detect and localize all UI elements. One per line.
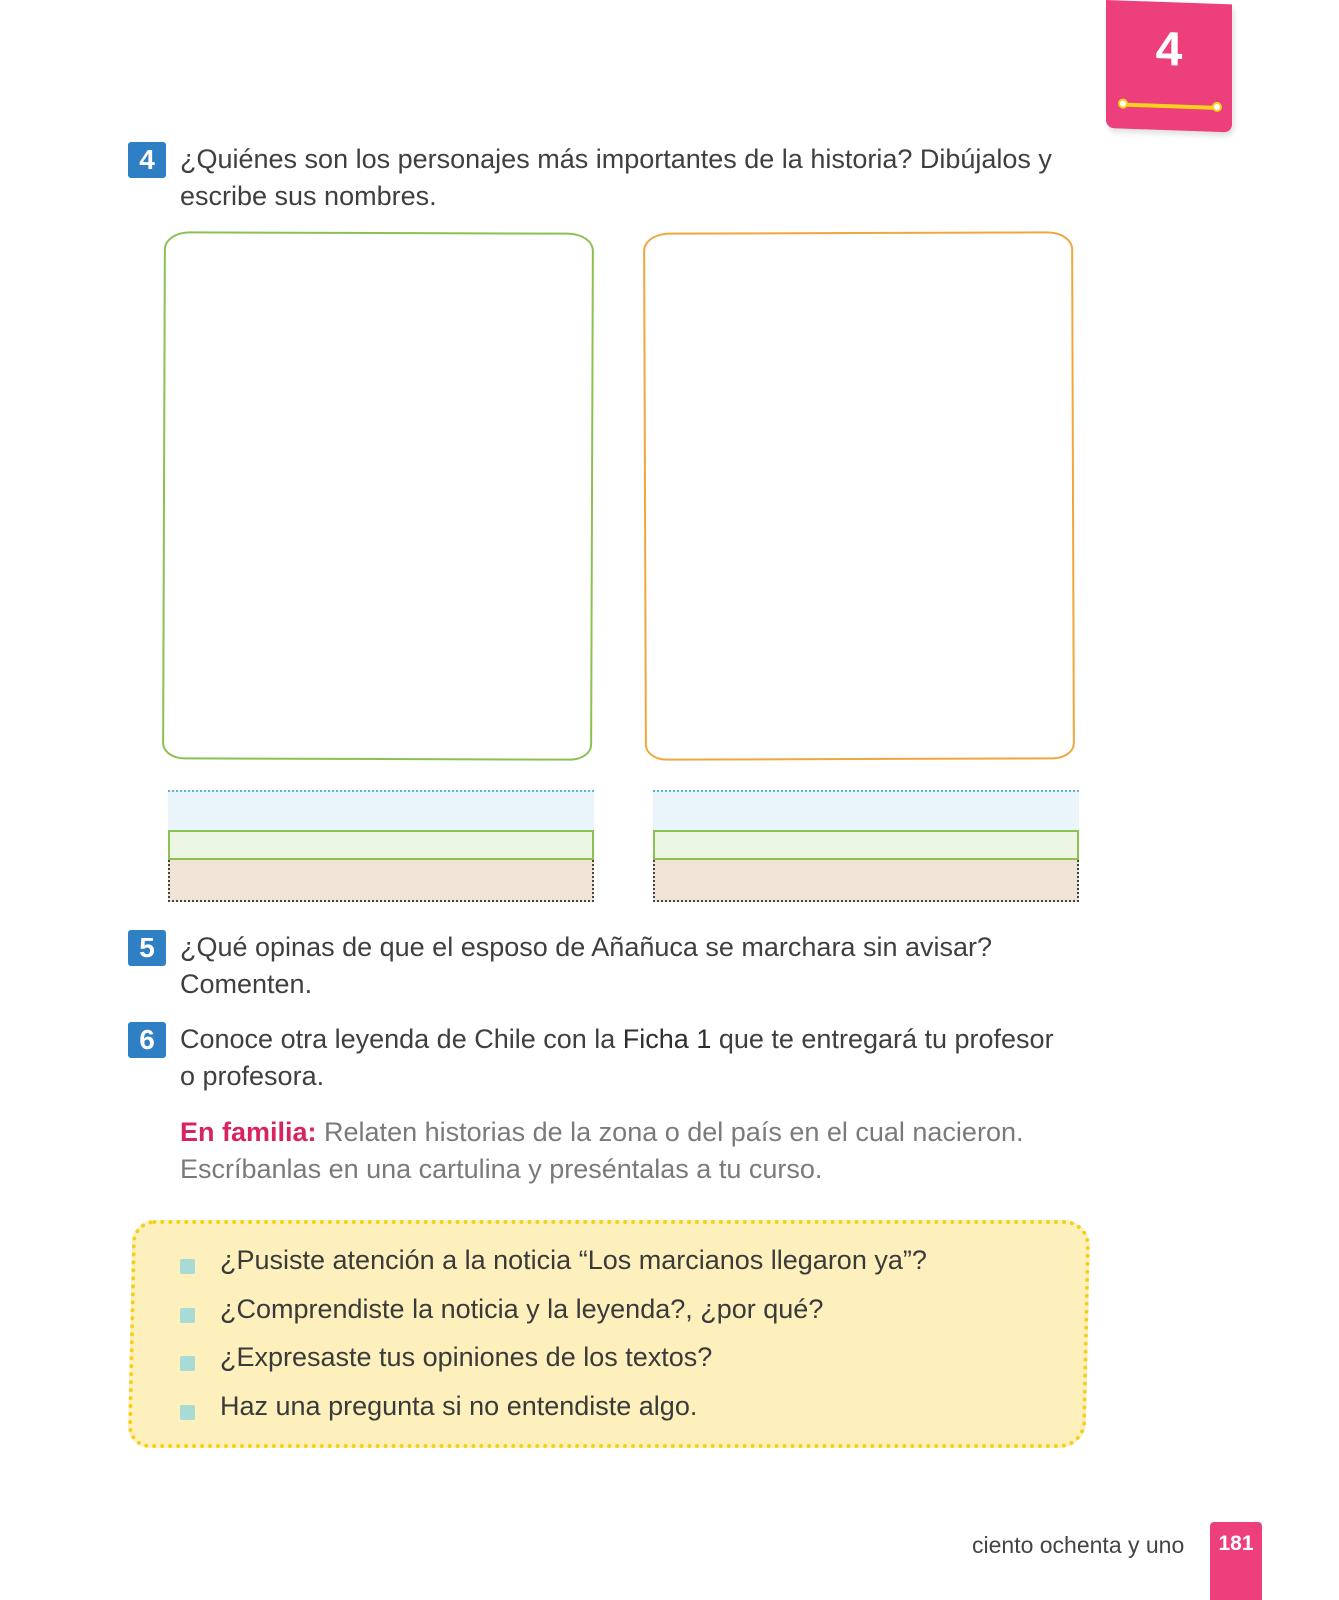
unit-tab <box>1106 0 1232 132</box>
question-number-5: 5 <box>128 930 166 966</box>
name-writing-lines-left[interactable] <box>168 790 594 902</box>
writing-line-top <box>653 790 1079 830</box>
question-5-line1: ¿Qué opinas de que el esposo de Añañuca se marchara sin avisar? <box>180 932 993 962</box>
writing-line-bottom <box>653 860 1079 902</box>
family-line1-text: Relaten historias de la zona o del país en el cual nacieron. <box>316 1117 1024 1147</box>
question-6-line1-before: Conoce otra leyenda de Chile con la <box>180 1024 623 1054</box>
writing-line-middle <box>168 830 594 860</box>
question-6-text <box>180 1021 1054 1095</box>
bullet-icon <box>180 1259 195 1274</box>
unit-tab-bar <box>1122 103 1218 110</box>
name-writing-lines-right[interactable] <box>653 790 1079 902</box>
family-label: En familia: <box>180 1117 317 1147</box>
question-4-line1: ¿Quiénes son los personajes más importantes de la historia? Dibújalos y <box>180 144 1052 174</box>
question-number-6: 6 <box>128 1022 166 1058</box>
self-check-item-2: ¿Comprendiste la noticia y la leyenda?, ¿por qué? <box>220 1294 824 1324</box>
drawing-box-left[interactable] <box>162 231 594 760</box>
question-5-text <box>180 929 992 1003</box>
question-number-4: 4 <box>128 142 166 178</box>
question-6-line1 <box>180 1021 1054 1058</box>
question-5-line2: Comenten. <box>180 969 313 999</box>
question-4-text <box>180 141 1052 215</box>
question-4-line2: escribe sus nombres. <box>180 181 437 211</box>
page-number-words: ciento ochenta y uno <box>972 1532 1185 1558</box>
family-line1 <box>180 1114 1023 1151</box>
drawing-box-right[interactable] <box>643 231 1075 760</box>
page-number-tab <box>1210 1522 1262 1600</box>
ficha-reference: Ficha 1 <box>622 1024 712 1054</box>
family-line2: Escríbanlas en una cartulina y preséntalas a tu curso. <box>180 1154 823 1184</box>
bullet-icon <box>180 1405 195 1420</box>
family-activity <box>180 1114 1023 1188</box>
self-check-item-3: ¿Expresaste tus opiniones de los textos? <box>220 1342 713 1372</box>
writing-line-top <box>168 790 594 830</box>
unit-number: 4 <box>1155 22 1183 77</box>
bullet-icon <box>180 1356 195 1371</box>
self-check-item-4: Haz una pregunta si no entendiste algo. <box>220 1391 698 1421</box>
bullet-icon <box>180 1308 195 1323</box>
self-check-item-1: ¿Pusiste atención a la noticia “Los marcianos llegaron ya”? <box>220 1245 927 1275</box>
writing-line-middle <box>653 830 1079 860</box>
page-number: 181 <box>1218 1532 1254 1555</box>
question-6-line1-after: que te entregará tu profesor <box>711 1024 1054 1054</box>
writing-line-bottom <box>168 860 594 902</box>
question-6-line2: o profesora. <box>180 1061 325 1091</box>
